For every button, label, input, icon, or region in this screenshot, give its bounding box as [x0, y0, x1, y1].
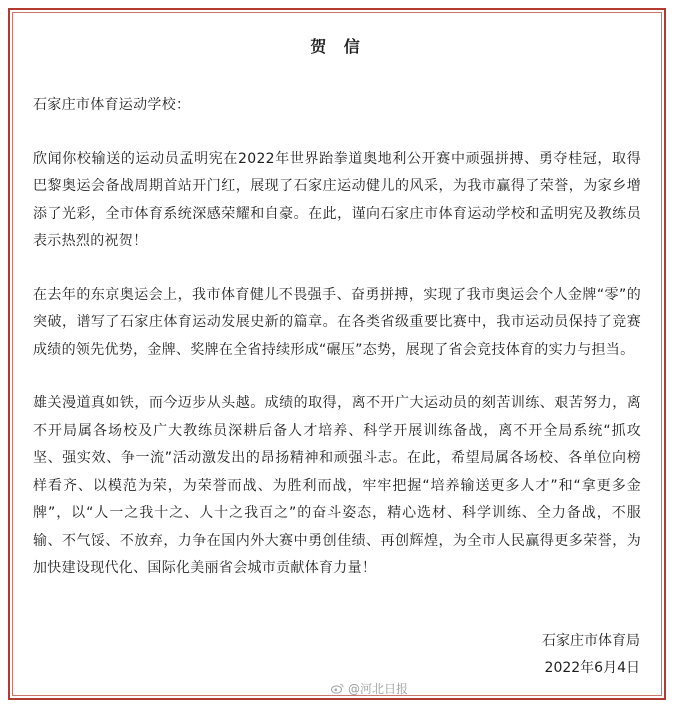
letter-body [33, 92, 641, 609]
paragraph-3: 雄关漫道真如铁，而今迈步从头越。成绩的取得，离不开广大运动员的刻苦训练、艰苦努力，离不开局属各场校及广大教练员深耕后备人才培养、科学开展训练备战，离不开全局系统“抓攻坚、强实效、争一流”活动激发出的昂扬精神和顽强斗志。在此，希望局属各场校、各单位向榜样看齐、以模范为荣，为荣誉而战、为胜利而战，牢牢把握“培养输送更多人才”和“拿更多金牌”，以“人一之我十之、人十之我百之”的奋斗姿态，精心选材、科学训练、全力备战，不服输、不气馁、不放弃，力争在国内外大赛中勇创佳绩、再创辉煌，为全市人民赢得更多荣誉，为加快建设现代化、国际化美丽省会城市贡献体育力量！ [33, 395, 641, 576]
paragraph-2: 在去年的东京奥运会上，我市体育健儿不畏强手、奋勇拼搏，实现了我市奥运会个人金牌“零”的突破，谱写了石家庄体育运动发展史新的篇章。在各类省级重要比赛中，我市运动员保持了竞赛成绩的领先优势，金牌、奖牌在全省持续形成“碾压”态势，展现了省会竞技体育的实力与担当。 [33, 286, 641, 358]
sender: 石家庄市体育局 [542, 633, 640, 649]
salutation: 石家庄市体育运动学校： [33, 97, 191, 113]
weibo-icon [331, 683, 344, 694]
date: 2022年6月4日 [544, 660, 640, 676]
watermark [331, 680, 408, 697]
paragraph-1: 欣闻你校输送的运动员孟明宪在2022年世界跆拳道奥地利公开赛中顽强拼搏、勇夺桂冠，取得巴黎奥运会备战周期首站开门红，展现了石家庄运动健儿的风采，为我市赢得了荣誉，为家乡增添了光彩，全市体育系统深感荣耀和自豪。在此，谨向石家庄市体育运动学校和孟明宪及教练员表示热烈的祝贺！ [33, 150, 641, 249]
letter-title: 贺 信 [310, 37, 366, 56]
watermark-text: @河北日报 [347, 682, 408, 696]
signoff [542, 628, 640, 682]
